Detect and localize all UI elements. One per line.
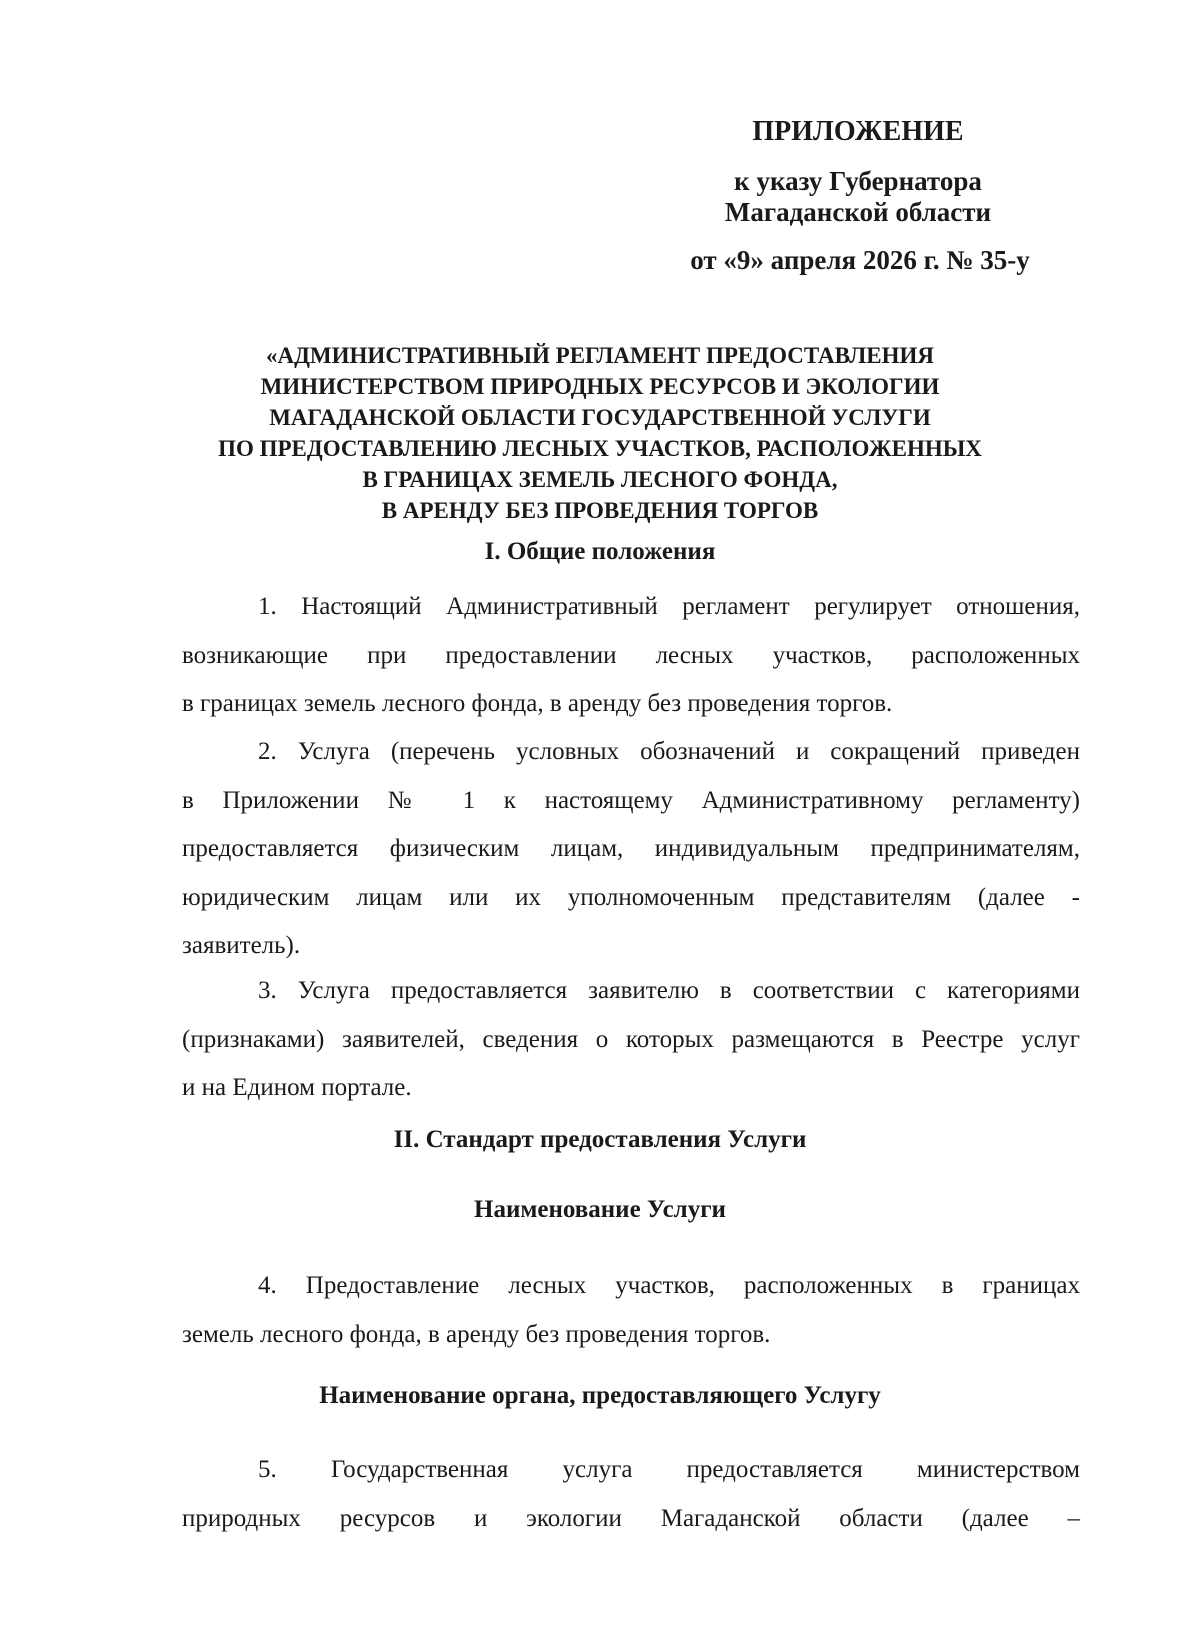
appendix-ref-line-1: к указу Губернатора bbox=[734, 166, 982, 196]
paragraph-line: земель лесного фонда, в аренду без проведения торгов. bbox=[182, 1320, 771, 1348]
paragraph-line: юридическим лицам или их уполномоченным представителям (далее - bbox=[182, 883, 1080, 911]
document-title-line: ПО ПРЕДОСТАВЛЕНИЮ ЛЕСНЫХ УЧАСТКОВ, РАСПОЛОЖЕННЫХ bbox=[218, 436, 982, 461]
subheading-service-name: Наименование Услуги bbox=[474, 1196, 726, 1223]
document-title-line: МИНИСТЕРСТВОМ ПРИРОДНЫХ РЕСУРСОВ И ЭКОЛОГИИ bbox=[260, 374, 940, 399]
paragraph-3 bbox=[182, 967, 1080, 1113]
paragraph-line: (признаками) заявителей, сведения о которых размещаются в Реестре услуг bbox=[182, 1025, 1080, 1053]
paragraph-5 bbox=[182, 1446, 1080, 1543]
paragraph-line: возникающие при предоставлении лесных участков, расположенных bbox=[182, 641, 1080, 669]
paragraph-line: в границах земель лесного фонда, в аренду без проведения торгов. bbox=[182, 690, 893, 717]
section-1-heading: I. Общие положения bbox=[484, 538, 716, 565]
subheading-authority: Наименование органа, предоставляющего Услугу bbox=[319, 1382, 881, 1409]
paragraph-line: и на Едином портале. bbox=[182, 1074, 412, 1101]
document-title bbox=[190, 340, 1010, 526]
paragraph-4 bbox=[182, 1262, 1080, 1359]
paragraph-line: 3. Услуга предоставляется заявителю в соответствии с категориями bbox=[258, 977, 1080, 1004]
document-title-line: МАГАДАНСКОЙ ОБЛАСТИ ГОСУДАРСТВЕННОЙ УСЛУГИ bbox=[269, 405, 931, 430]
paragraph-line: 2. Услуга (перечень условных обозначений и сокращений приведен bbox=[258, 738, 1080, 765]
appendix-ref-line-2: Магаданской области bbox=[724, 197, 992, 227]
document-title-line: В АРЕНДУ БЕЗ ПРОВЕДЕНИЯ ТОРГОВ bbox=[381, 498, 819, 523]
document-title-line: В ГРАНИЦАХ ЗЕМЕЛЬ ЛЕСНОГО ФОНДА, bbox=[362, 467, 838, 492]
section-2-heading: II. Стандарт предоставления Услуги bbox=[393, 1126, 807, 1153]
paragraph-line: 1. Настоящий Административный регламент регулирует отношения, bbox=[258, 593, 1080, 620]
paragraph-line: в Приложении № 1 к настоящему Административному регламенту) bbox=[182, 786, 1080, 814]
paragraph-line: 5. Государственная услуга предоставляется министерством bbox=[258, 1456, 1080, 1483]
paragraph-line: 4. Предоставление лесных участков, расположенных в границах bbox=[258, 1272, 1080, 1299]
paragraph-line: предоставляется физическим лицам, индивидуальным предпринимателям, bbox=[182, 835, 1080, 862]
paragraph-line: природных ресурсов и экологии Магаданской области (далее – bbox=[182, 1504, 1080, 1532]
paragraph-1 bbox=[182, 583, 1080, 729]
appendix-ref-date: от «9» апреля 2026 г. № 35-у bbox=[690, 245, 1030, 275]
document-title-line: «АДМИНИСТРАТИВНЫЙ РЕГЛАМЕНТ ПРЕДОСТАВЛЕНИЯ bbox=[266, 343, 934, 368]
appendix-title: ПРИЛОЖЕНИЕ bbox=[752, 116, 964, 147]
paragraph-2 bbox=[182, 728, 1080, 971]
paragraph-line: заявитель). bbox=[182, 932, 301, 959]
